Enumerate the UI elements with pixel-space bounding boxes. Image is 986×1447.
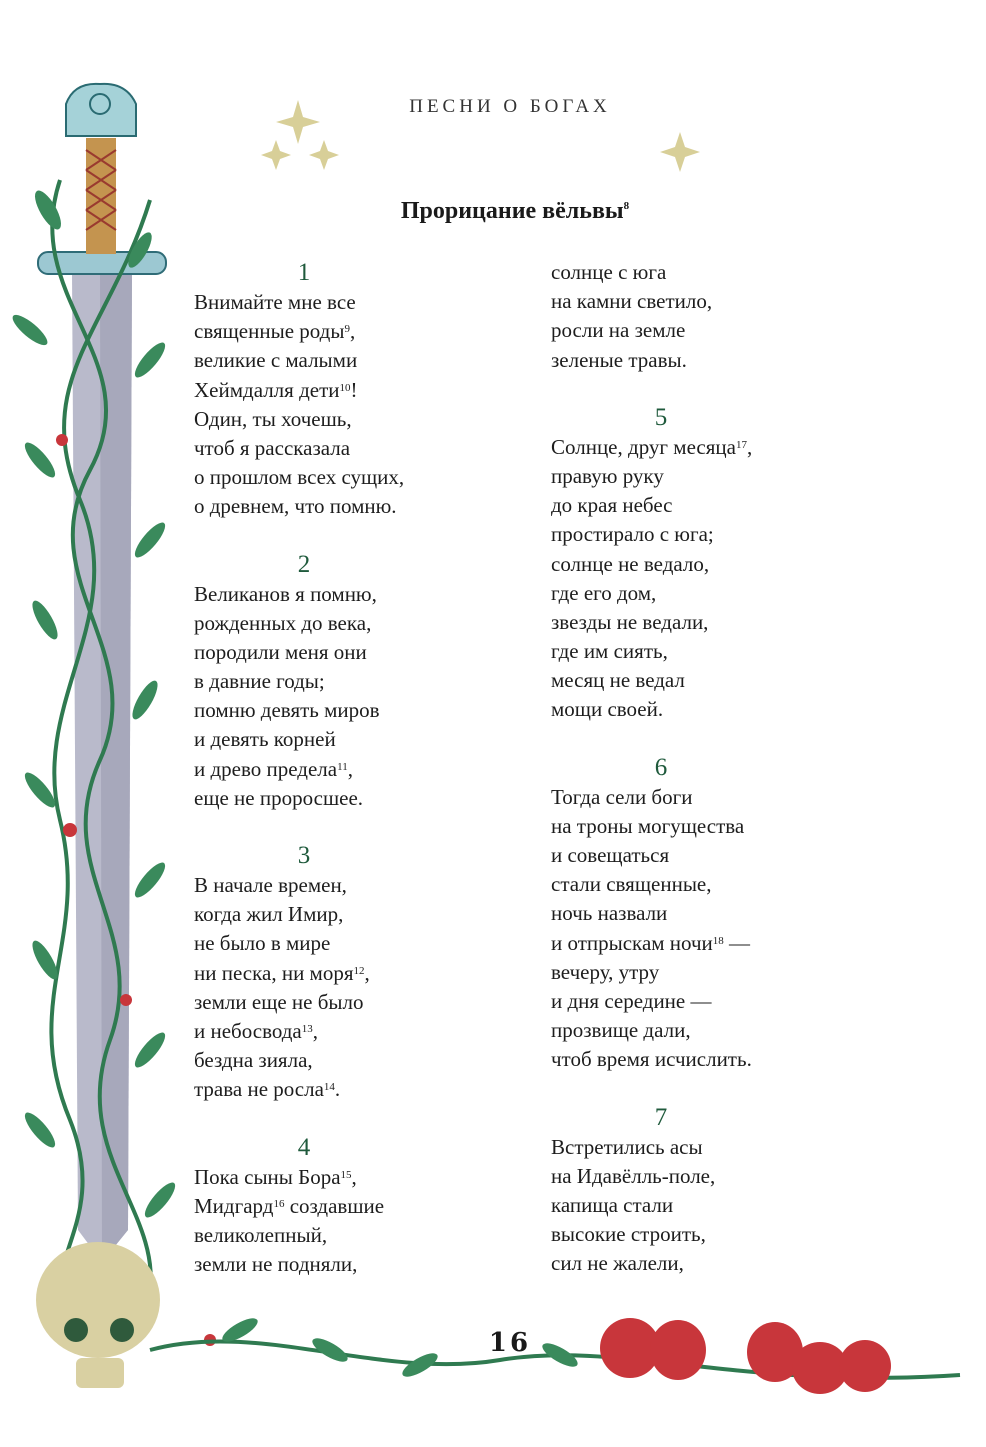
verse-line: ни песка, ни моря$^{12}$, — [194, 960, 370, 985]
verse-line: трава не росла$^{14}$. — [194, 1077, 341, 1102]
poem-title — [280, 198, 750, 225]
verse-line: Тогда сели боги — [551, 784, 693, 809]
verse-line: зеленые травы. — [551, 347, 687, 372]
verse-line: мощи своей. — [551, 697, 664, 722]
footnote-ref: 12 — [353, 964, 365, 977]
verse-line: бездна зияла, — [194, 1048, 313, 1073]
verse-line: вечеру, утру — [551, 959, 660, 984]
footnote-ref: 18 — [712, 934, 724, 947]
verse-line: Солнце, друг месяца$^{17}$, — [551, 434, 753, 459]
stanza-gap — [194, 813, 524, 841]
stanza-number: 2 — [297, 550, 311, 578]
footnote-ref: 15 — [340, 1168, 352, 1181]
verse-line: и совещаться — [551, 843, 670, 867]
running-head: ПЕСНИ О БОГАХ — [409, 96, 611, 117]
verse-line: ночь назвали — [551, 901, 668, 926]
footnote-ref: 14 — [323, 1081, 335, 1094]
poem-title-text: Прорицание вёльвы — [400, 198, 624, 224]
verse-line: великолепный, — [194, 1222, 328, 1247]
footnote-ref: 10 — [339, 381, 351, 394]
stanza-number: 5 — [654, 403, 668, 431]
stanza-gap — [551, 375, 881, 403]
verse-line: рожденных до века, — [194, 610, 372, 635]
page-number: 16 — [488, 1328, 532, 1358]
stanza-gap — [194, 1105, 524, 1133]
footnote-ref: 17 — [735, 438, 747, 451]
verse-line: на троны могущества — [551, 813, 745, 838]
verse-line: высокие строить, — [551, 1222, 706, 1247]
verse-line: и девять корней — [194, 727, 336, 752]
verse-line: чтоб время исчислить. — [551, 1047, 752, 1072]
verse-line: солнце с юга — [551, 260, 667, 284]
verse-line: месяц не ведал — [551, 668, 685, 693]
verse-line: и отпрыскам ночи$^{18}$ — — [551, 930, 751, 955]
verse-line: породили меня они — [194, 639, 367, 664]
skull-icon — [36, 1242, 160, 1388]
verse-line: о древнем, что помню. — [194, 494, 397, 519]
stanza-number: 6 — [654, 753, 668, 781]
verse-line: и небосвода$^{13}$, — [194, 1018, 318, 1043]
stanza-number: 1 — [297, 259, 311, 286]
verse-line: капища стали — [551, 1192, 674, 1217]
stanza-number: 4 — [297, 1133, 311, 1161]
verse-line: в давние годы; — [194, 669, 325, 694]
verse-line: и дня середине — — [551, 988, 712, 1013]
apple-icon — [600, 1318, 891, 1394]
verse-line: солнце не ведало, — [551, 551, 710, 576]
verse-line: Великанов я помню, — [194, 581, 377, 606]
verse-line: помню девять миров — [194, 698, 380, 723]
verse-line: и древо предела$^{11}$, — [194, 756, 353, 781]
verse-line: не было в мире — [194, 931, 331, 956]
stanza-number: 3 — [297, 842, 311, 869]
verse-line: Один, ты хочешь, — [194, 406, 352, 431]
verse-line: земли еще не было — [194, 989, 364, 1014]
footnote-ref: 13 — [301, 1022, 313, 1035]
verse-line: Пока сыны Бора$^{15}$, — [194, 1164, 357, 1189]
stanza-gap — [551, 725, 881, 753]
right-column — [551, 258, 881, 1278]
verse-line: простирало с юга; — [551, 522, 714, 547]
verse-line: где его дом, — [551, 580, 657, 605]
footnote-ref: 11 — [337, 760, 348, 773]
verse-line: о прошлом всех сущих, — [194, 465, 405, 490]
verse-line: прозвище дали, — [551, 1018, 691, 1043]
verse-line: звезды не ведали, — [551, 609, 709, 634]
verse-line: великие с малыми — [194, 348, 358, 373]
footnote-ref: 16 — [273, 1197, 285, 1210]
verse-line: земли не подняли, — [194, 1252, 358, 1277]
verse-line: чтоб я рассказала — [194, 435, 351, 460]
verse-line: еще не проросшее. — [194, 785, 364, 810]
verse-line: росли на земле — [551, 318, 686, 343]
stanza-gap — [194, 522, 524, 550]
verse-line: Мидгард$^{16}$ создавшие — [194, 1193, 385, 1218]
footnote-ref: 8 — [623, 200, 630, 212]
footnote-ref: 9 — [344, 323, 350, 336]
verse-line: Встретились асы — [551, 1134, 703, 1159]
verse-line: до края небес — [551, 493, 673, 518]
verse-line: когда жил Имир, — [194, 902, 344, 927]
stanza-number: 7 — [654, 1103, 668, 1131]
verse-line: священные роды$^9$, — [194, 319, 356, 344]
verse-line: стали священные, — [551, 872, 712, 897]
verse-line: сил не жалели, — [551, 1251, 684, 1276]
verse-line: Внимайте мне все — [194, 290, 356, 314]
verse-line: правую руку — [551, 463, 664, 488]
stanza-gap — [551, 1075, 881, 1103]
verse-line: на Идавёлль-поле, — [551, 1163, 716, 1188]
left-column — [194, 258, 524, 1279]
verse-line: где им сиять, — [551, 639, 668, 664]
verse-line: В начале времен, — [194, 873, 347, 897]
verse-line: на камни светило, — [551, 289, 713, 314]
verse-line: Хеймдалля дети$^{10}$! — [194, 377, 358, 402]
